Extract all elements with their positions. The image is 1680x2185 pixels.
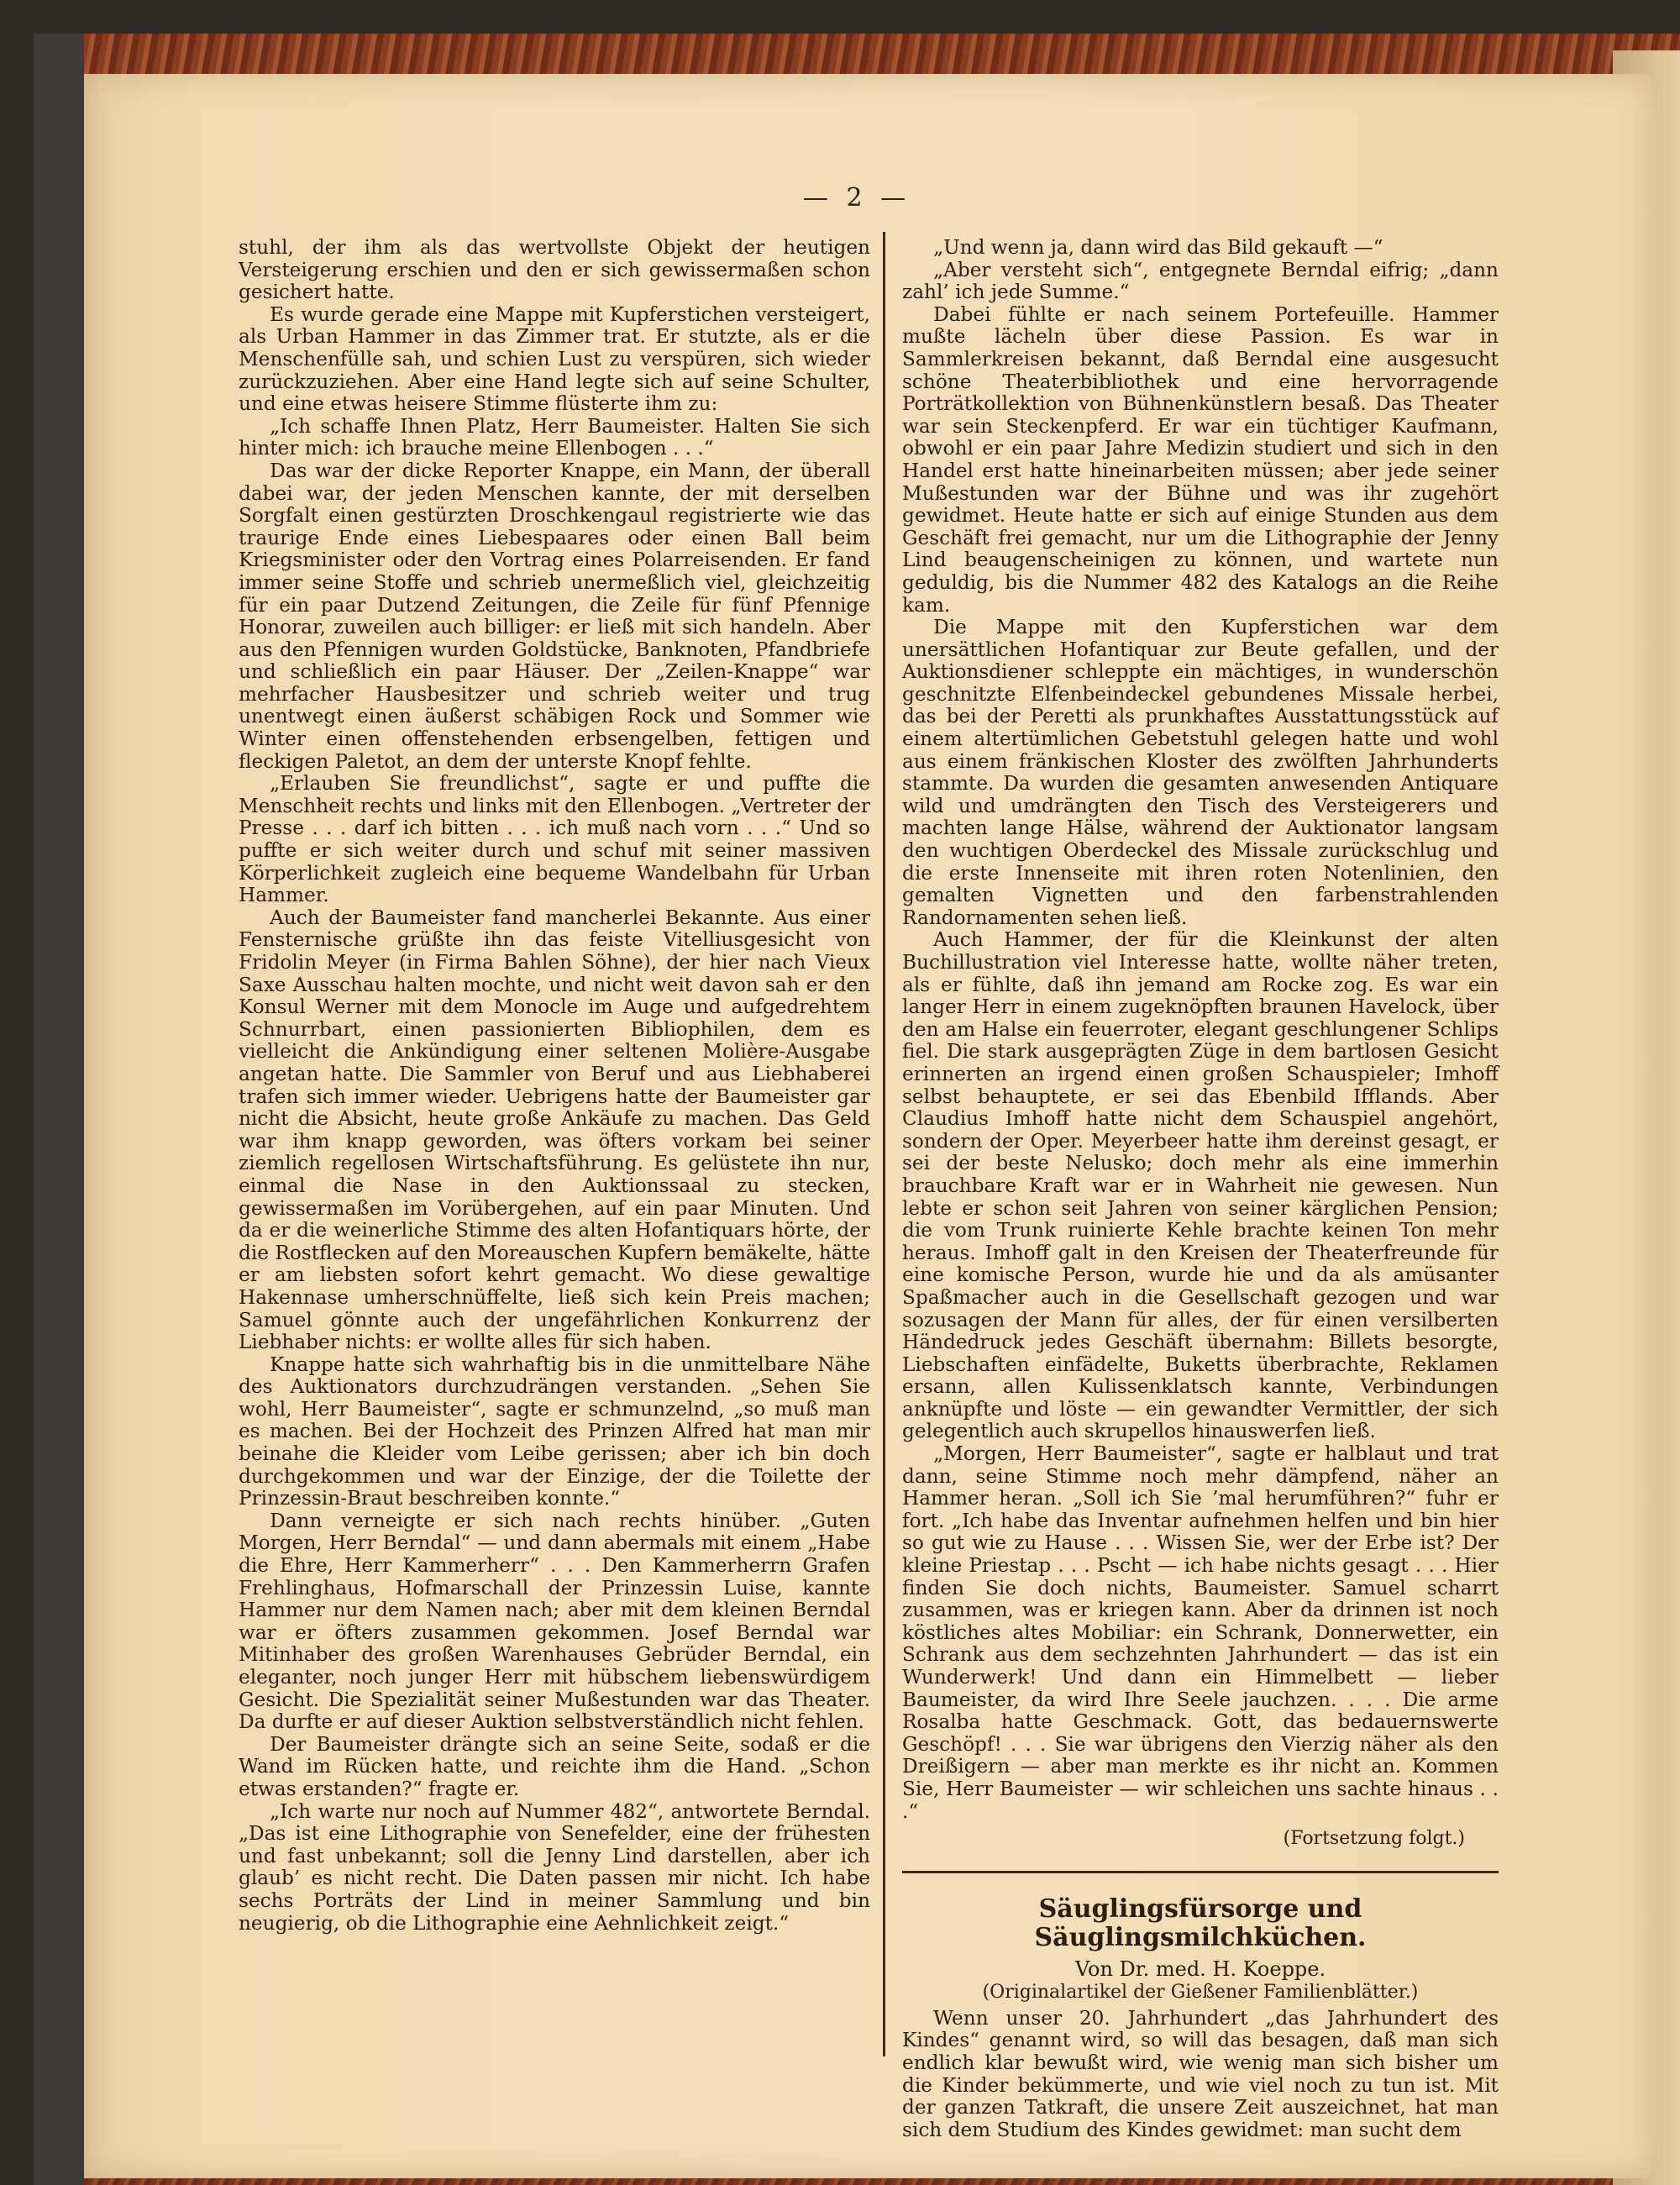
column-divider (883, 232, 885, 2056)
right-column (902, 237, 1499, 2141)
paragraph: „Ich warte nur noch auf Nummer 482“, antwortete Berndal. „Das ist eine Lithographie von Senefelder, eine der frühesten und fast unbekannt; soll die Jenny Lind darstellen, aber ich glaub’ es nicht recht. Die Daten passen mir nicht. Ich habe sechs Porträts der Lind in meiner Sammlung und bin neugierig, ob die Lithographie eine Aehnlichkeit zeigt.“ (239, 1799, 870, 1935)
paragraph: stuhl, der ihm als das wertvollste Objekt der heutigen Versteigerung erschien und den er sich gewissermaßen schon gesichert hatte. (239, 236, 870, 304)
paragraph: Der Baumeister drängte sich an seine Seite, sodaß er die Wand im Rücken hatte, und reichte ihm die Hand. „Schon etwas erstanden?“ fragte er. (239, 1732, 870, 1800)
article-title: Säuglingsfürsorge und Säuglingsmilchküchen. (1034, 1893, 1367, 1952)
paragraph: Knappe hatte sich wahrhaftig bis in die unmittelbare Nähe des Auktionators durchzudrängen verstanden. „Sehen Sie wohl, Herr Baumeister“, sagte er schmunzelnd, „so muß man es machen. Bei der Hochzeit des Prinzen Alfred hat man mir beinahe die Kleider vom Leibe gerissen; aber ich bin doch durchgekommen und war der Einzige, der die Toilette der Prinzessin-Braut beschreiben konnte.“ (239, 1352, 870, 1510)
paragraph: Auch der Baumeister fand mancherlei Bekannte. Aus einer Fensternische grüßte ihn das feiste Vitelliusgesicht von Fridolin Meyer (in Firma Bahlen Söhne), der hier nach Vieux Saxe Ausschau halten mochte, und nicht weit davon sah er den Konsul Werner mit dem Monocle im Auge und aufgedrehtem Schnurrbart, einen passionierten Bibliophilen, dem es vielleicht die Ankündigung einer seltenen Molière-Ausgabe angetan hatte. Die Sammler von Beruf und aus Liebhaberei trafen sich immer wieder. Uebrigens hatte der Baumeister gar nicht die Absicht, heute große Ankäufe zu machen. Das Geld war ihm knapp geworden, was öfters vorkam bei seiner ziemlich regellosen Wirtschaftsführung. Es gelüstete ihn nur, einmal die Nase in den Auktionssaal zu stecken, gewissermaßen im Vorübergehen, auf ein paar Minuten. Und da er die weinerliche Stimme des alten Hofantiquars hörte, der die Rostflecken auf den Moreauschen Kupfern bemäkelte, hätte er am liebsten sofort kehrt gemacht. Wo diese gewaltige Hakennase umherschnüffelte, ließ sich kein Preis machen; Samuel gönnte auch der ungefährlichen Konkurrenz der Liebhaber nichts: er wollte alles für sich haben. (239, 906, 870, 1354)
paragraph: „Ich schaffe Ihnen Platz, Herr Baumeister. Halten Sie sich hinter mich: ich brauche meine Ellenbogen . . .“ (239, 414, 870, 460)
paragraph: „Erlauben Sie freundlichst“, sagte er und puffte die Menschheit rechts und links mit den Ellenbogen. „Vertreter der Presse . . . darf ich bitten . . . ich muß nach vorn . . .“ Und so puffte er sich weiter durch und schuf mit seiner massiven Körperlichkeit zugleich eine bequeme Wandelbahn für Urban Hammer. (239, 772, 870, 907)
page-number: — 2 — (802, 183, 911, 213)
left-column (239, 237, 870, 1935)
paragraph: „Und wenn ja, dann wird das Bild gekauft —“ (933, 236, 1383, 259)
article-author: Von Dr. med. H. Koeppe. (1074, 1957, 1326, 1981)
paragraph: Die Mappe mit den Kupferstichen war dem unersättlichen Hofantiquar zur Beute gefallen, und der Auktionsdiener schleppte ein mächtiges, in wunderschön geschnitzte Elfenbeindeckel gebundenes Missale herbei, das bei der Peretti als prunkhaftes Ausstattungsstück auf einem altertümlichen Gebetstuhl gelegen hatte und wohl aus einem fränkischen Kloster des zwölften Jahrhunderts stammte. Da wurden die gesamten anwesenden Antiquare wild und umdrängten den Tisch des Versteigerers und machten lange Hälse, während der Auktionator langsam den wuchtigen Oberdeckel des Missale zurückschlug und die erste Innenseite mit ihren roten Notenlinien, den gemalten Vignetten und den farbenstrahlenden Randornamenten sehen ließ. (902, 616, 1499, 929)
paragraph: Wenn unser 20. Jahrhundert „das Jahrhundert des Kindes“ genannt wird, so will das besagen, daß man sich endlich klar bewußt wird, wie wenig man sich bisher um die Kinder bekümmerte, und wie viel noch zu tun ist. Mit der ganzen Tatkraft, die unsere Zeit auszeichnet, hat man sich dem Studium des Kindes gewidmet: man sucht dem (902, 2006, 1499, 2141)
paragraph: Das war der dicke Reporter Knappe, ein Mann, der überall dabei war, der jeden Menschen kannte, der mit derselben Sorgfalt einen gestürzten Droschkengaul registrierte wie das traurige Ende eines Liebespaares oder einen Ball beim Kriegsminister oder den Vortrag eines Polarreisenden. Er fand immer seine Stoffe und schrieb unermeßlich viel, gleichzeitig für ein paar Dutzend Zeitungen, die Zeile für fünf Pfennige Honorar, zuweilen auch billiger: er ließ mit sich handeln. Aber aus den Pfennigen wurden Goldstücke, Banknoten, Pfandbriefe und schließlich ein paar Häuser. Der „Zeilen-Knappe“ war mehrfacher Hausbesitzer und schrieb weiter und trug unentwegt einen äußerst schäbigen Rock und Sommer wie Winter einen offenstehenden erbsengelben, fettigen und fleckigen Paletot, an dem der unterste Knopf fehlte. (239, 459, 870, 773)
binding-spine (34, 34, 84, 2185)
section-separator (902, 1871, 1499, 1873)
paragraph: „Aber versteht sich“, entgegnete Berndal eifrig; „dann zahl’ ich jede Summe.“ (902, 258, 1499, 304)
paragraph: „Morgen, Herr Baumeister“, sagte er halblaut und trat dann, seine Stimme noch mehr dämpfend, näher an Hammer heran. „Soll ich Sie ’mal herumführen?“ fuhr er fort. „Ich habe das Inventar aufnehmen helfen und bin hier so gut wie zu Hause . . . Wissen Sie, wer der Erbe ist? Der kleine Priestap . . . Pscht — ich habe nichts gesagt . . . Hier finden Sie doch nichts, Baumeister. Samuel scharrt zusammen, was er kriegen kann. Aber da drinnen ist noch köstliches altes Mobiliar: ein Schrank, Donnerwetter, ein Schrank aus dem sechzehnten Jahrhundert — das ist ein Wunderwerk! Und dann ein Himmelbett — lieber Baumeister, da wird Ihre Seele jauchzen. . . . Die arme Rosalba hatte Geschmack. Gott, das bedauernswerte Geschöpf! . . . Sie war übrigens den Vierzig näher als den Dreißigern — aber man merkte es ihr nicht an. Kommen Sie, Herr Baumeister — wir schleichen uns sachte hinaus . . .“ (902, 1442, 1499, 1823)
article-source: (Originalartikel der Gießener Familienblätter.) (982, 1981, 1419, 2003)
paragraph: Auch Hammer, der für die Kleinkunst der alten Buchillustration viel Interesse hatte, wollte näher treten, als er fühlte, daß ihn jemand am Rocke zog. Es war ein langer Herr in einem zugeknöpften braunen Havelock, über den am Halse ein feuerroter, elegant geschlungener Schlips fiel. Die stark ausgeprägten Züge in dem bartlosen Gesicht erinnerten an irgend einen großen Schauspieler; Imhoff selbst behauptete, er sei das Ebenbild Ifflands. Aber Claudius Imhoff hatte nicht dem Schauspiel angehört, sondern der Oper. Meyerbeer hatte ihm dereinst gesagt, er sei der beste Nelusko; doch mehr als eine immerhin brauchbare Kraft war er in Wahrheit nie gewesen. Nun lebte er schon seit Jahren von seiner kärglichen Pension; die vom Trunk ruinierte Kehle brachte keinen Ton mehr heraus. Imhoff galt in den Kreisen der Theaterfreunde für eine komische Person, wurde hie und da als amüsanter Spaßmacher auch in die Gesellschaft gezogen und war sozusagen der Mann für alles, der für einen versilberten Händedruck jedes Geschäft übernahm: Billets besorgte, Liebschaften einfädelte, Buketts überbrachte, Reklamen ersann, allen Kulissenklatsch kannte, Verbindungen anknüpfte und löste — ein gewandter Vermittler, der sich gelegentlich auch skrupellos hinauswerfen ließ. (902, 928, 1499, 1443)
binding-marbled-edge (84, 34, 1680, 76)
paragraph: Dabei fühlte er nach seinem Portefeuille. Hammer mußte lächeln über diese Passion. Es war in Sammlerkreisen bekannt, daß Berndal eine ausgesucht schöne Theaterbibliothek und eine hervorragende Porträtkollektion von Bühnenkünstlern besaß. Das Theater war sein Steckenpferd. Er war ein tüchtiger Kaufmann, obwohl er ein paar Jahre Medizin studiert und sich in den Handel erst hatte hineinarbeiten müssen; aber jede seiner Mußestunden war der Bühne und was ihr zugehört gewidmet. Heute hatte er sich auf einige Stunden aus dem Geschäft frei gemacht, nur um die Lithographie der Jenny Lind beaugenscheinigen zu können, und wartete nun geduldig, bis die Nummer 482 des Katalogs an die Reihe kam. (902, 302, 1499, 617)
continuation-note: (Fortsetzung folgt.) (1283, 1828, 1465, 1850)
paragraph: Es wurde gerade eine Mappe mit Kupferstichen versteigert, als Urban Hammer in das Zimmer trat. Er stutzte, als er die Menschenfülle sah, und schien Lust zu verspüren, sich wieder zurückzuziehen. Aber eine Hand legte sich auf seine Schulter, und eine etwas heisere Stimme flüsterte ihm zu: (239, 302, 870, 416)
paragraph: Dann verneigte er sich nach rechts hinüber. „Guten Morgen, Herr Berndal“ — und dann abermals mit einem „Habe die Ehre, Herr Kammerherr“ . . . Den Kammerherrn Grafen Frehlinghaus, Hofmarschall der Prinzessin Luise, kannte Hammer nur dem Namen nach; aber mit dem kleinen Berndal war er öfters zusammen gekommen. Josef Berndal war Mitinhaber des großen Warenhauses Gebrüder Berndal, ein eleganter, noch junger Herr mit hübschem liebenswürdigem Gesicht. Die Spezialität seiner Mußestunden war das Theater. Da durfte er auf dieser Auktion selbstverständlich nicht fehlen. (239, 1509, 870, 1734)
